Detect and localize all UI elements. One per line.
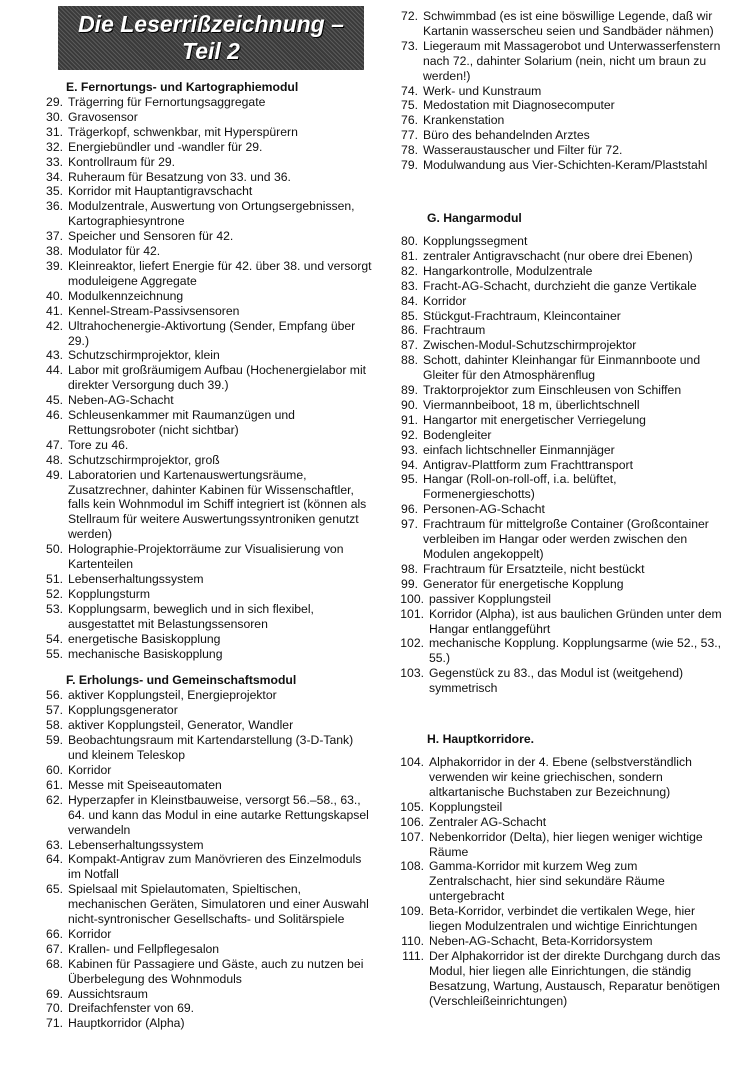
item-number: 73. xyxy=(401,38,418,53)
legend-item xyxy=(393,294,723,309)
item-text: Fracht-AG-Schacht, durchzieht die ganze Vertikale xyxy=(423,278,697,293)
item-text: Tore zu 46. xyxy=(68,437,129,452)
legend-item xyxy=(393,383,723,398)
item-number: 40. xyxy=(46,288,63,303)
item-number: 100. xyxy=(400,591,424,606)
section-heading-f: F. Erholungs- und Gemeinschaftsmodul xyxy=(66,673,297,688)
item-number: 63. xyxy=(46,837,63,852)
item-number: 84. xyxy=(401,293,418,308)
item-number: 52. xyxy=(46,586,63,601)
item-text: Alphakorridor in der 4. Ebene (selbstverständlich verwenden wir keine griechischen, sondern altkartanische Buchstaben zur Bezeichnung) xyxy=(429,755,692,799)
legend-item xyxy=(393,158,723,173)
legend-item xyxy=(393,562,723,577)
legend-item xyxy=(36,184,376,199)
spacer xyxy=(393,226,723,234)
item-text: Der Alphakorridor ist der direkte Durchgang durch das Modul, hier liegen alle Einrichtungen, die ständig Besatzung, Wartung, Austausch, Reparatur benötigen (Verschleißeinrichtungen) xyxy=(429,948,721,1008)
item-number: 82. xyxy=(401,263,418,278)
left-column xyxy=(36,80,376,1031)
item-text: Korridor mit Hauptantigravschacht xyxy=(68,184,253,199)
legend-item xyxy=(393,39,723,84)
item-text: Bodengleiter xyxy=(423,427,492,442)
item-number: 81. xyxy=(401,248,418,263)
legend-item xyxy=(393,143,723,158)
item-text: Antigrav-Plattform zum Frachttransport xyxy=(423,457,633,472)
item-number: 66. xyxy=(46,926,63,941)
item-text: Frachtraum xyxy=(423,323,486,338)
item-text: Kennel-Stream-Passivsensoren xyxy=(68,303,240,318)
legend-item xyxy=(393,934,723,949)
item-text: Speicher und Sensoren für 42. xyxy=(68,229,234,244)
item-text: Dreifachfenster von 69. xyxy=(68,1001,195,1016)
item-text: Neben-AG-Schacht xyxy=(68,393,174,408)
item-number: 75. xyxy=(401,98,418,113)
item-number: 30. xyxy=(46,109,63,124)
item-number: 111. xyxy=(402,948,424,963)
item-number: 108. xyxy=(400,859,424,874)
legend-item xyxy=(36,408,376,438)
item-text: Medostation mit Diagnosecomputer xyxy=(423,98,615,113)
legend-item xyxy=(393,577,723,592)
item-number: 43. xyxy=(46,348,63,363)
item-text: Ruheraum für Besatzung von 33. und 36. xyxy=(68,169,291,184)
item-text: Personen-AG-Schacht xyxy=(423,502,545,517)
item-text: Kabinen für Passagiere und Gäste, auch zu nutzen bei Überbelegung des Wohnmoduls xyxy=(68,956,364,986)
item-text: Generator für energetische Kopplung xyxy=(423,576,624,591)
legend-item xyxy=(393,353,723,383)
item-text: Kopplungsarm, beweglich und in sich flexibel, ausgestattet mit Belastungssensoren xyxy=(68,601,314,631)
legend-item xyxy=(36,1001,376,1016)
spacer xyxy=(36,661,376,673)
item-text: Zentraler AG-Schacht xyxy=(429,814,547,829)
item-text: Lebenserhaltungssystem xyxy=(68,837,204,852)
item-number: 68. xyxy=(46,956,63,971)
item-text: Modulzentrale, Auswertung von Ortungsergebnissen, Kartographiesyntrone xyxy=(68,199,355,229)
item-text: Wasseraustauscher und Filter für 72. xyxy=(423,143,623,158)
item-number: 104. xyxy=(400,755,424,770)
legend-item xyxy=(36,110,376,125)
item-text: Traktorprojektor zum Einschleusen von Schiffen xyxy=(423,383,682,398)
item-number: 50. xyxy=(46,542,63,557)
legend-item xyxy=(393,502,723,517)
legend-item xyxy=(36,453,376,468)
legend-item xyxy=(36,927,376,942)
item-number: 57. xyxy=(46,703,63,718)
legend-item xyxy=(36,468,376,543)
legend-item xyxy=(36,125,376,140)
item-text: Kompakt-Antigrav zum Manövrieren des Einzelmoduls im Notfall xyxy=(68,852,362,882)
legend-item xyxy=(393,458,723,473)
item-text: Holographie-Projektorräume zur Visualisierung von Kartenteilen xyxy=(68,542,344,572)
legend-item xyxy=(36,393,376,408)
item-text: passiver Kopplungsteil xyxy=(429,591,551,606)
right-column xyxy=(393,9,723,1008)
item-number: 35. xyxy=(46,184,63,199)
item-number: 85. xyxy=(401,308,418,323)
item-number: 58. xyxy=(46,718,63,733)
legend-item xyxy=(36,170,376,185)
item-number: 74. xyxy=(401,83,418,98)
item-number: 62. xyxy=(46,792,63,807)
item-text: Schutzschirmprojektor, groß xyxy=(68,452,220,467)
item-number: 105. xyxy=(400,799,424,814)
item-number: 38. xyxy=(46,244,63,259)
legend-item xyxy=(36,587,376,602)
item-text: Korridor (Alpha), ist aus baulichen Gründen unter dem Hangar entlanggeführt xyxy=(429,606,722,636)
item-number: 31. xyxy=(46,124,63,139)
item-number: 109. xyxy=(400,904,424,919)
section-heading-g: G. Hangarmodul xyxy=(427,210,522,225)
item-text: Schleusenkammer mit Raumanzügen und Rettungsroboter (nicht sichtbar) xyxy=(68,408,295,437)
item-number: 64. xyxy=(46,852,63,867)
item-number: 49. xyxy=(46,467,63,482)
item-number: 91. xyxy=(401,412,418,427)
item-number: 94. xyxy=(401,457,418,472)
item-text: Modulkennzeichnung xyxy=(68,288,184,303)
item-number: 37. xyxy=(46,229,63,244)
item-number: 42. xyxy=(46,318,63,333)
item-text: Kopplungsteil xyxy=(429,799,503,814)
legend-item xyxy=(393,98,723,113)
item-number: 97. xyxy=(401,517,418,532)
item-text: Viermannbeiboot, 18 m, überlichtschnell xyxy=(423,397,640,412)
legend-item xyxy=(36,438,376,453)
legend-item xyxy=(393,666,723,696)
title-banner xyxy=(58,6,364,70)
section-heading-h: H. Hauptkorridore. xyxy=(427,732,534,747)
item-number: 56. xyxy=(46,688,63,703)
legend-item xyxy=(36,602,376,632)
legend-item xyxy=(36,763,376,778)
item-number: 45. xyxy=(46,393,63,408)
item-text: Trägerkopf, schwenkbar, mit Hyperspürern xyxy=(68,124,298,139)
legend-item xyxy=(36,987,376,1002)
legend-item xyxy=(393,279,723,294)
legend-item xyxy=(393,428,723,443)
item-text: Korridor xyxy=(68,926,112,941)
item-number: 69. xyxy=(46,986,63,1001)
item-number: 101. xyxy=(400,606,424,621)
legend-item xyxy=(393,517,723,562)
item-number: 86. xyxy=(401,323,418,338)
item-number: 102. xyxy=(400,636,424,651)
item-number: 46. xyxy=(46,408,63,423)
item-number: 93. xyxy=(401,442,418,457)
item-number: 53. xyxy=(46,601,63,616)
item-number: 34. xyxy=(46,169,63,184)
item-text: einfach lichtschneller Einmannjäger xyxy=(423,442,615,457)
item-text: Korridor xyxy=(68,762,112,777)
item-number: 72. xyxy=(401,9,418,23)
item-text: Aussichtsraum xyxy=(68,986,148,1001)
legend-item xyxy=(36,882,376,927)
item-text: Beobachtungsraum mit Kartendarstellung (3-D-Tank) und kleinem Teleskop xyxy=(68,733,354,763)
legend-item xyxy=(36,155,376,170)
item-number: 33. xyxy=(46,154,63,169)
item-text: Messe mit Speiseautomaten xyxy=(68,777,222,792)
item-text: Krallen- und Fellpflegesalon xyxy=(68,941,220,956)
legend-item xyxy=(36,542,376,572)
legend-item xyxy=(36,703,376,718)
legend-item xyxy=(393,413,723,428)
legend-item xyxy=(393,338,723,353)
legend-item xyxy=(36,259,376,289)
legend-item xyxy=(36,852,376,882)
legend-item xyxy=(393,84,723,99)
item-text: Energiebündler und -wandler für 29. xyxy=(68,139,263,154)
item-number: 96. xyxy=(401,502,418,517)
item-text: Gamma-Korridor mit kurzem Weg zum Zentralschacht, hier sind sekundäre Räume untergebracht xyxy=(429,859,665,904)
item-text: Frachtraum für mittelgroße Container (Großcontainer verbleiben im Hangar oder werden zwischen den Modulen angekoppelt) xyxy=(423,517,709,561)
item-text: Hyperzapfer in Kleinstbauweise, versorgt 56.–58., 63., 64. und kann das Modul in eine autarke Rettungskapsel verwandeln xyxy=(68,792,369,837)
item-text: Trägerring für Fernortungsaggregate xyxy=(68,95,266,109)
item-number: 71. xyxy=(46,1016,63,1031)
item-number: 77. xyxy=(401,128,418,143)
legend-item xyxy=(36,319,376,349)
legend-item xyxy=(36,778,376,793)
legend-item xyxy=(393,113,723,128)
item-text: Hangarkontrolle, Modulzentrale xyxy=(423,263,593,278)
item-number: 47. xyxy=(46,437,63,452)
item-text: Spielsaal mit Spielautomaten, Spieltischen, mechanischen Geräten, Simulatoren und einer Auswahl nicht-syntronischer Gesellschafts- und Solitärspiele xyxy=(68,882,369,927)
legend-item xyxy=(36,140,376,155)
item-text: Schwimmbad (es ist eine böswillige Legende, daß wir Kartanin wasserscheu seien und Sandbäder nähmen) xyxy=(423,9,714,38)
item-text: Labor mit großräumigem Aufbau (Hochenergielabor mit direkter Versorgung duch 39.) xyxy=(68,363,367,393)
legend-item xyxy=(36,793,376,838)
item-text: aktiver Kopplungsteil, Energieprojektor xyxy=(68,688,277,703)
legend-item xyxy=(393,264,723,279)
item-number: 65. xyxy=(46,882,63,897)
item-number: 67. xyxy=(46,941,63,956)
item-number: 54. xyxy=(46,631,63,646)
item-text: Kopplungsgenerator xyxy=(68,703,178,718)
legend-item xyxy=(393,234,723,249)
item-number: 78. xyxy=(401,143,418,158)
legend-item xyxy=(36,688,376,703)
item-text: Liegeraum mit Massagerobot und Unterwasserfenstern nach 72., dahinter Solarium (nein, nicht um braun zu werden!) xyxy=(423,38,721,83)
legend-item xyxy=(393,128,723,143)
item-number: 61. xyxy=(46,777,63,792)
legend-item xyxy=(393,800,723,815)
legend-item xyxy=(393,815,723,830)
legend-item xyxy=(393,249,723,264)
item-number: 79. xyxy=(401,158,418,173)
spacer xyxy=(393,747,723,755)
item-text: Krankenstation xyxy=(423,113,505,128)
item-text: Korridor xyxy=(423,293,467,308)
item-number: 41. xyxy=(46,303,63,318)
item-number: 90. xyxy=(401,397,418,412)
item-number: 36. xyxy=(46,199,63,214)
item-number: 99. xyxy=(401,576,418,591)
item-text: zentraler Antigravschacht (nur obere drei Ebenen) xyxy=(423,248,693,263)
item-number: 87. xyxy=(401,338,418,353)
item-number: 88. xyxy=(401,353,418,368)
legend-item xyxy=(36,942,376,957)
item-text: Laboratorien und Kartenauswertungsräume, Zusatzrechner, dahinter Kabinen für Wissenschaftler, falls kein Wohnmodul im Schiff integriert ist (können als Stellraum für weitere Auswertungssyntroniken genutzt werden) xyxy=(68,467,367,542)
item-text: Hauptkorridor (Alpha) xyxy=(68,1016,185,1031)
item-number: 106. xyxy=(400,814,424,829)
legend-item xyxy=(393,472,723,502)
legend-item xyxy=(393,398,723,413)
item-text: Schott, dahinter Kleinhangar für Einmannboote und Gleiter für den Atmosphärenflug xyxy=(423,353,701,383)
item-number: 32. xyxy=(46,139,63,154)
item-number: 55. xyxy=(46,646,63,661)
item-number: 70. xyxy=(46,1001,63,1016)
legend-item xyxy=(36,199,376,229)
legend-item xyxy=(393,323,723,338)
legend-item xyxy=(393,636,723,666)
item-text: Lebenserhaltungssystem xyxy=(68,572,204,586)
item-text: Frachtraum für Ersatzteile, nicht bestückt xyxy=(423,561,645,576)
item-number: 29. xyxy=(46,95,63,109)
item-number: 89. xyxy=(401,383,418,398)
item-number: 80. xyxy=(401,233,418,248)
section-heading-e: E. Fernortungs- und Kartographiemodul xyxy=(66,80,299,94)
item-number: 48. xyxy=(46,452,63,467)
item-number: 103. xyxy=(400,666,424,681)
item-number: 83. xyxy=(401,278,418,293)
legend-item xyxy=(36,348,376,363)
item-number: 110. xyxy=(401,933,424,948)
item-text: Gravosensor xyxy=(68,109,138,124)
legend-item xyxy=(36,718,376,733)
spacer xyxy=(393,173,723,211)
legend-item xyxy=(36,229,376,244)
item-text: Werk- und Kunstraum xyxy=(423,83,542,98)
item-text: Stückgut-Frachtraum, Kleincontainer xyxy=(423,308,621,323)
item-text: Kopplungssegment xyxy=(423,233,528,248)
legend-item xyxy=(36,957,376,987)
item-text: Schutzschirmprojektor, klein xyxy=(68,348,220,363)
legend-item xyxy=(36,572,376,587)
item-text: Modulwandung aus Vier-Schichten-Keram/Plaststahl xyxy=(423,158,708,173)
item-text: Modulator für 42. xyxy=(68,244,161,259)
legend-item xyxy=(393,592,723,607)
item-number: 107. xyxy=(400,829,424,844)
item-text: Kontrollraum für 29. xyxy=(68,154,176,169)
item-text: Gegenstück zu 83., das Modul ist (weitgehend) symmetrisch xyxy=(429,666,684,696)
item-number: 39. xyxy=(46,258,63,273)
legend-item xyxy=(36,95,376,110)
legend-item xyxy=(36,632,376,647)
item-text: Zwischen-Modul-Schutzschirmprojektor xyxy=(423,338,637,353)
item-text: Ultrahochenergie-Aktivortung (Sender, Empfang über 29.) xyxy=(68,318,356,348)
legend-item xyxy=(36,1016,376,1031)
item-number: 59. xyxy=(46,733,63,748)
legend-item xyxy=(393,859,723,904)
legend-item xyxy=(36,244,376,259)
item-text: Kleinreaktor, liefert Energie für 42. über 38. und versorgt moduleigene Aggregate xyxy=(68,258,372,288)
item-text: Büro des behandelnden Arztes xyxy=(423,128,590,143)
legend-item xyxy=(36,647,376,662)
legend-item xyxy=(36,289,376,304)
item-number: 92. xyxy=(401,427,418,442)
item-text: Neben-AG-Schacht, Beta-Korridorsystem xyxy=(429,933,653,948)
item-text: energetische Basiskopplung xyxy=(68,631,221,646)
spacer xyxy=(393,696,723,732)
item-text: Beta-Korridor, verbindet die vertikalen Wege, hier liegen Modulzentralen und wichtige Einrichtungen xyxy=(429,904,698,934)
item-number: 60. xyxy=(46,762,63,777)
legend-item xyxy=(36,733,376,763)
legend-item xyxy=(393,443,723,458)
legend-item xyxy=(36,838,376,853)
item-text: Nebenkorridor (Delta), hier liegen weniger wichtige Räume xyxy=(429,829,703,859)
legend-item xyxy=(393,755,723,800)
item-number: 51. xyxy=(46,572,63,586)
item-text: Kopplungsturm xyxy=(68,586,150,601)
item-text: aktiver Kopplungsteil, Generator, Wandler xyxy=(68,718,294,733)
legend-item xyxy=(393,830,723,860)
item-number: 95. xyxy=(401,472,418,487)
item-number: 44. xyxy=(46,363,63,378)
legend-item xyxy=(393,949,723,1009)
legend-item xyxy=(393,9,723,39)
item-number: 98. xyxy=(401,561,418,576)
legend-item xyxy=(393,607,723,637)
legend-item xyxy=(36,363,376,393)
banner-title-line1: Die Leserrißzeichnung – xyxy=(78,11,344,37)
item-text: Hangar (Roll-on-roll-off, i.a. belüftet, Formenergieschotts) xyxy=(423,472,617,502)
item-text: mechanische Kopplung. Kopplungsarme (wie 52., 53., 55.) xyxy=(429,636,722,666)
item-text: mechanische Basiskopplung xyxy=(68,646,223,661)
banner-title-line2: Teil 2 xyxy=(182,38,240,64)
legend-item xyxy=(393,309,723,324)
legend-item xyxy=(393,904,723,934)
item-number: 76. xyxy=(401,113,418,128)
legend-item xyxy=(36,304,376,319)
item-text: Hangartor mit energetischer Verriegelung xyxy=(423,412,646,427)
